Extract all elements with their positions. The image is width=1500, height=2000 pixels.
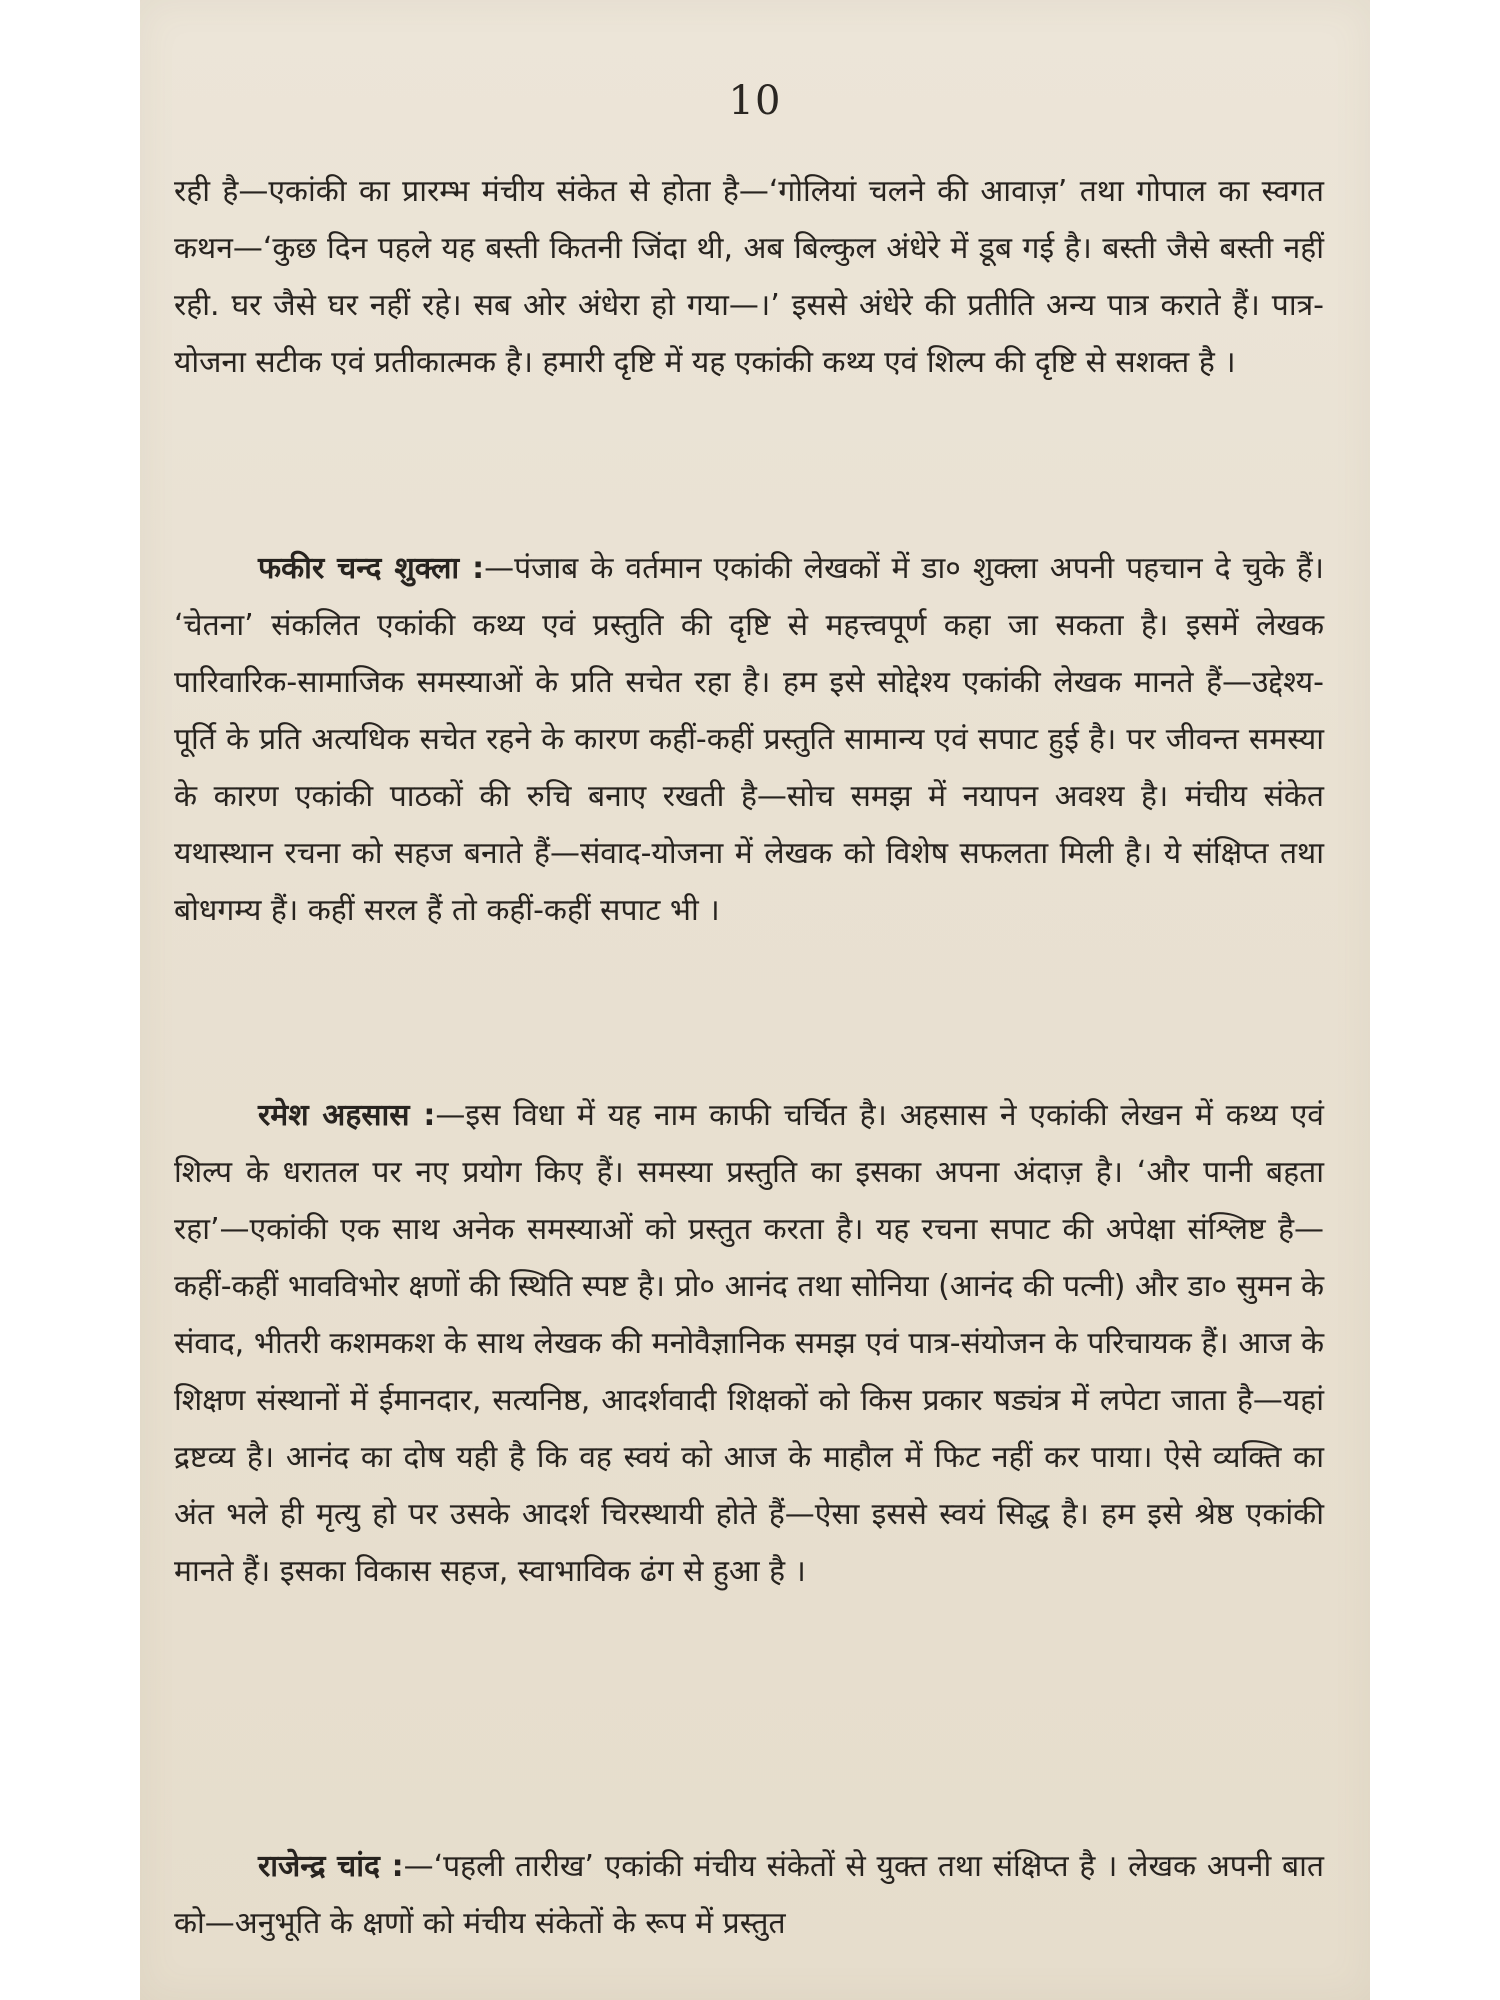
book-page (140, 0, 1370, 2000)
paragraph-continuation (174, 163, 1324, 391)
paragraph-text: —इस विधा में यह नाम काफी चर्चित है। अहसास ने एकांकी लेखन में कथ्य एवं शिल्प के धरातल पर नए प्रयोग किए हैं। समस्या प्रस्तुति का इसका अपना अंदाज़ है। ‘और पानी बहता रहा’—एकांकी एक साथ अनेक समस्याओं को प्रस्तुत करता है। यह रचना सपाट की अपेक्षा संश्लिष्ट है—कहीं-कहीं भावविभोर क्षणों की स्थिति स्पष्ट है। प्रो० आनंद तथा सोनिया (आनंद की पत्नी) और डा० सुमन के संवाद, भीतरी कशमकश के साथ लेखक की मनोवैज्ञानिक समझ एवं पात्र-संयोजन के परिचायक हैं। आज के शिक्षण संस्थानों में ईमानदार, सत्यनिष्ठ, आदर्शवादी शिक्षकों को किस प्रकार षड्यंत्र में लपेटा जाता है—यहां द्रष्टव्य है। आनंद का दोष यही है कि वह स्वयं को आज के माहौल में फिट नहीं कर पाया। ऐसे व्यक्ति का अंत भले ही मृत्यु हो पर उसके आदर्श चिरस्थायी होते हैं—ऐसा इससे स्वयं सिद्ध है। हम इसे श्रेष्ठ एकांकी मानते हैं। इसका विकास सहज, स्वाभाविक ढंग से हुआ है । (174, 1098, 1324, 1589)
paragraph-faqir-chand-shukla (174, 540, 1324, 939)
page-number: 10 (728, 78, 782, 124)
paragraph-text: —‘पहली तारीख’ एकांकी मंचीय संकेतों से युक्त तथा संक्षिप्त है । लेखक अपनी बात को—अनुभूति के क्षणों को मंचीय संकेतों के रूप में प्रस्तुत (174, 1849, 1324, 1941)
paragraph-text: —पंजाब के वर्तमान एकांकी लेखकों में डा० शुक्ला अपनी पहचान दे चुके हैं। ‘चेतना’ संकलित एकांकी कथ्य एवं प्रस्तुति की दृष्टि से महत्त्वपूर्ण कहा जा सकता है। इसमें लेखक पारिवारिक-सामाजिक समस्याओं के प्रति सचेत रहा है। हम इसे सोद्देश्य एकांकी लेखक मानते हैं—उद्देश्य-पूर्ति के प्रति अत्यधिक सचेत रहने के कारण कहीं-कहीं प्रस्तुति सामान्य एवं सपाट हुई है। पर जीवन्त समस्या के कारण एकांकी पाठकों की रुचि बनाए रखती है—सोच समझ में नयापन अवश्य है। मंचीय संकेत यथास्थान रचना को सहज बनाते हैं—संवाद-योजना में लेखक को विशेष सफलता मिली है। ये संक्षिप्त तथा बोधगम्य हैं। कहीं सरल हैं तो कहीं-कहीं सपाट भी । (174, 551, 1324, 928)
author-name: रमेश अहसास : (258, 1098, 436, 1133)
author-name: फकीर चन्द शुक्ला : (258, 551, 485, 586)
author-name: राजेन्द्र चांद : (258, 1849, 404, 1884)
paragraph-ramesh-ahsas (174, 1087, 1324, 1600)
paragraph-rajendra-chand (174, 1838, 1324, 1952)
paragraph-text: रही है—एकांकी का प्रारम्भ मंचीय संकेत से होता है—‘गोलियां चलने की आवाज़’ तथा गोपाल का स्वगत कथन—‘कुछ दिन पहले यह बस्ती कितनी जिंदा थी, अब बिल्कुल अंधेरे में डूब गई है। बस्ती जैसे बस्ती नहीं रही. घर जैसे घर नहीं रहे। सब ओर अंधेरा हो गया—।’ इससे अंधेरे की प्रतीति अन्य पात्र कराते हैं। पात्र-योजना सटीक एवं प्रतीकात्मक है। हमारी दृष्टि में यह एकांकी कथ्य एवं शिल्प की दृष्टि से सशक्त है । (174, 174, 1324, 380)
